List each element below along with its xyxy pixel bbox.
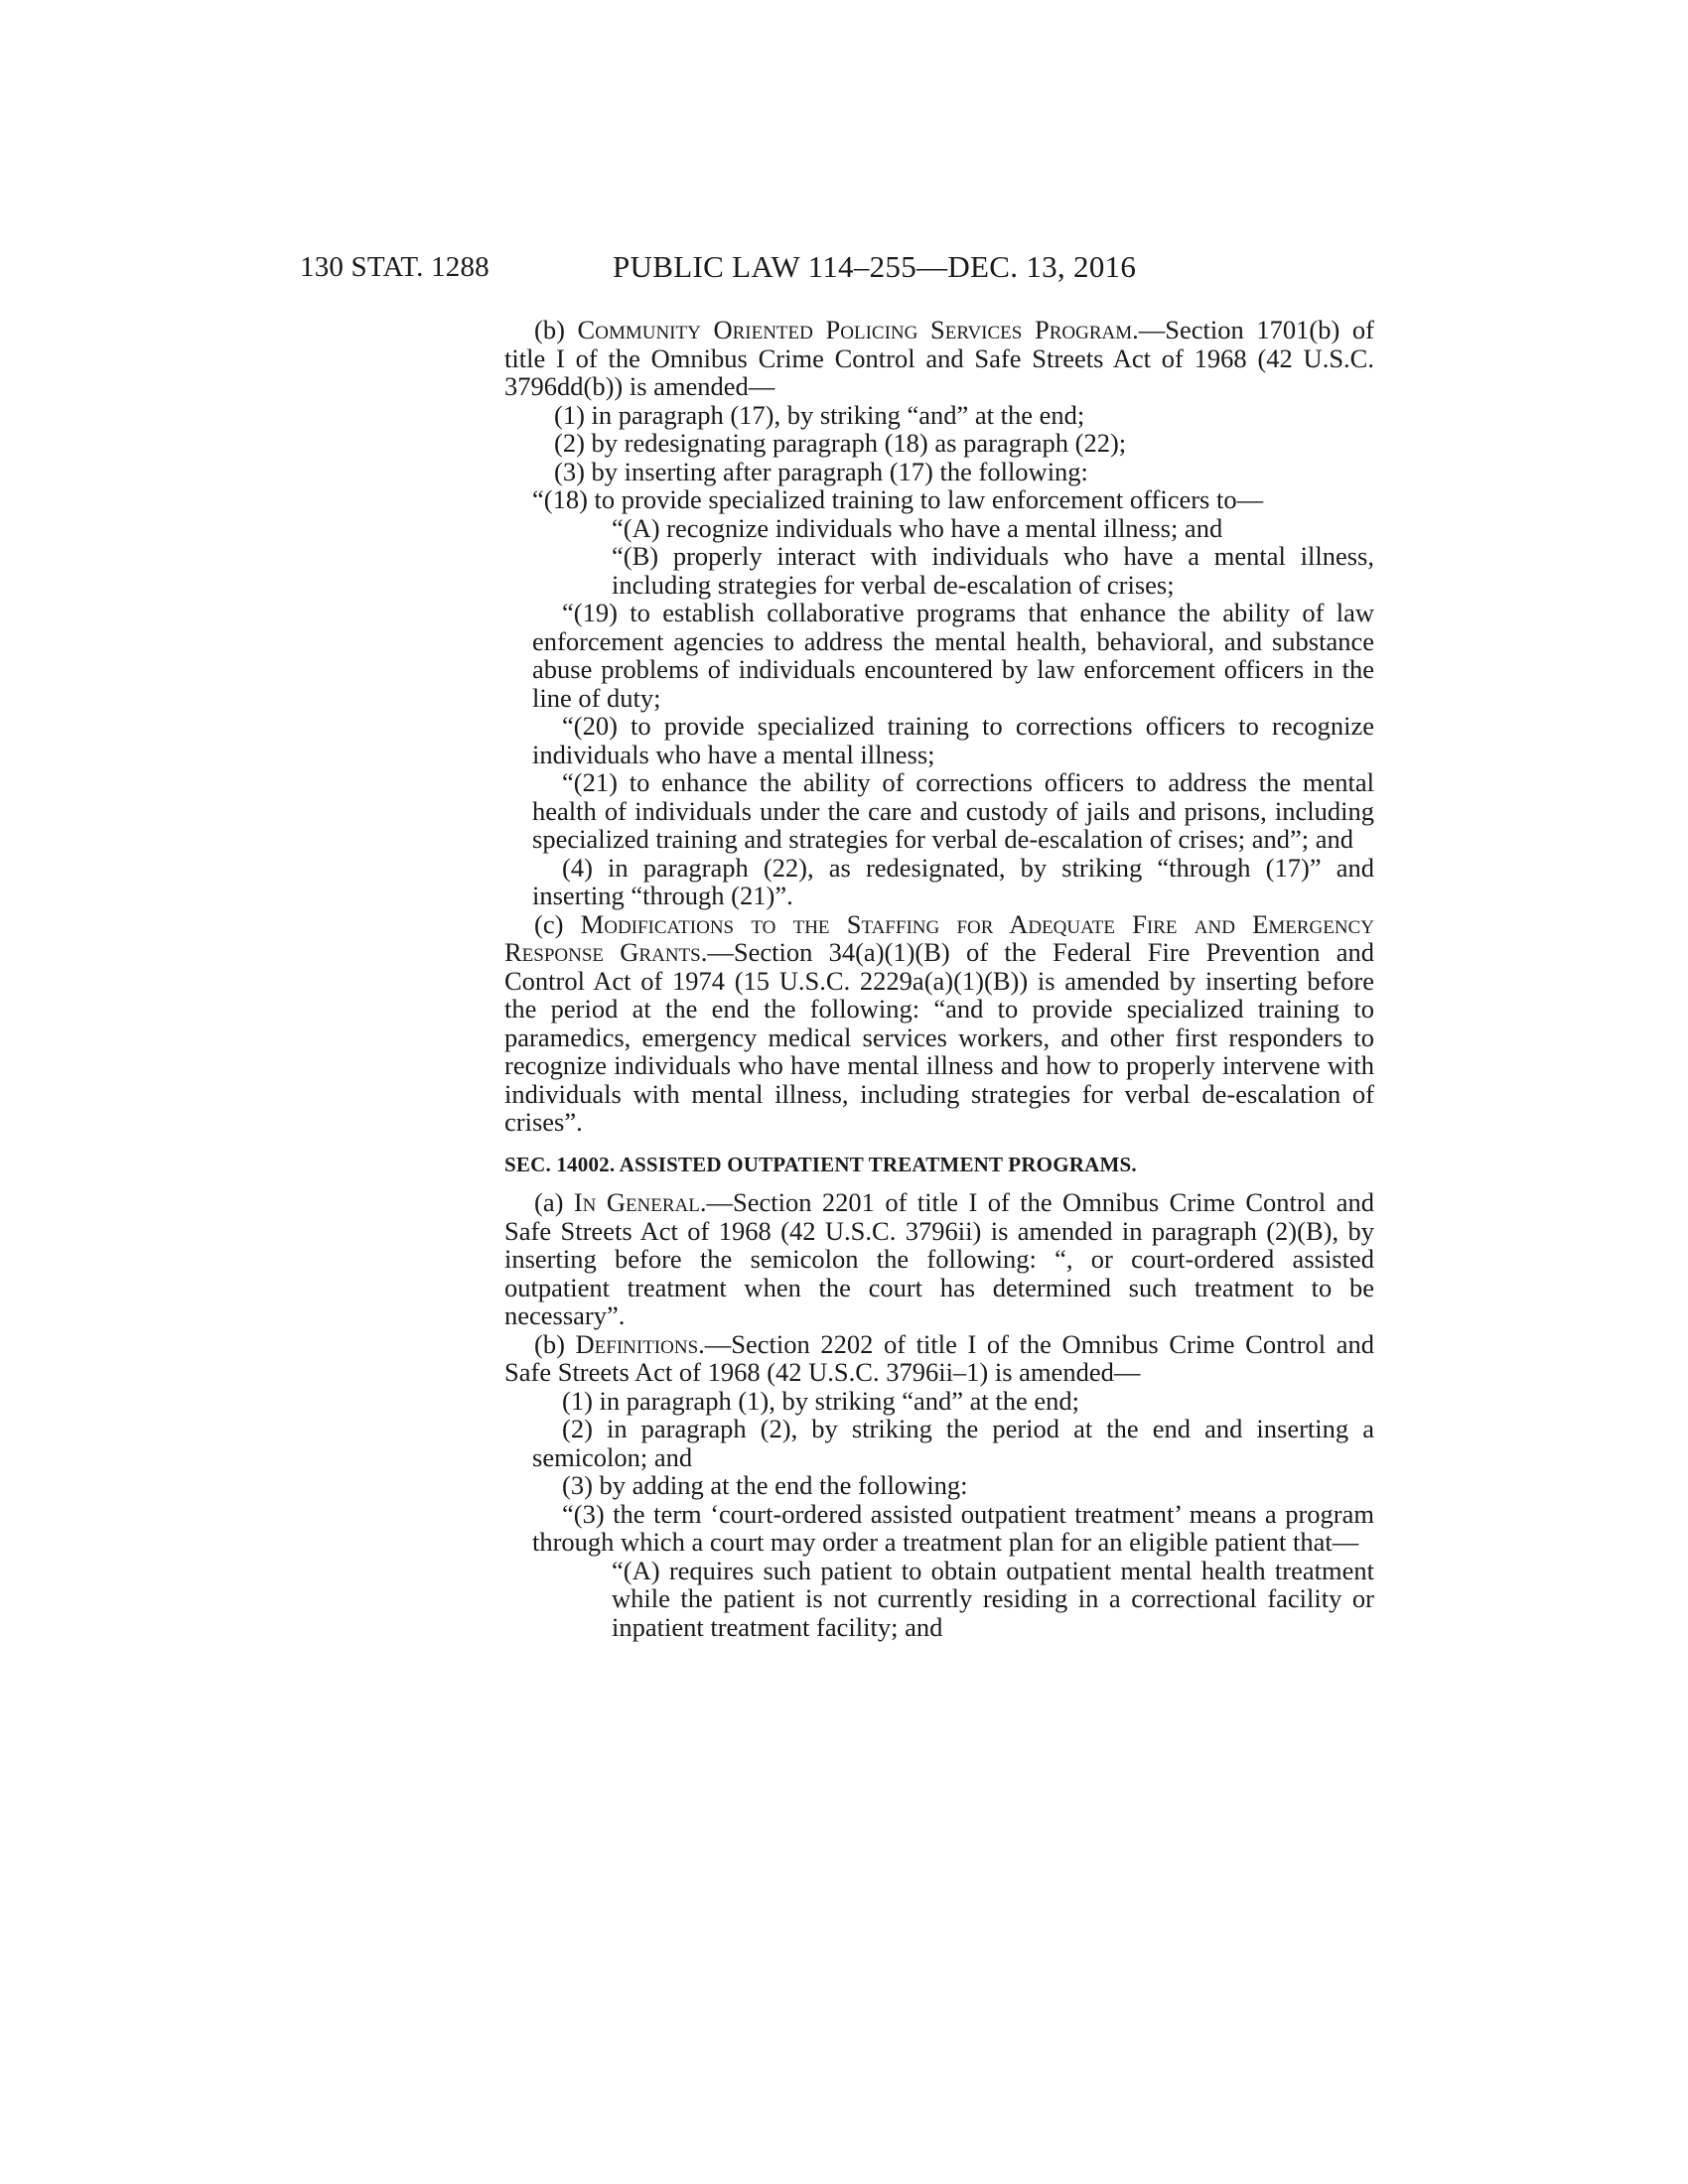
paragraph-item-3: (3) by inserting after paragraph (17) the following: (554, 456, 1088, 486)
subsection-c-text: —Section 34(a)(1)(B) of the Federal Fire Prevention and Control Act of 1974 (15 U.S.C. 2229a(a)(1)(B)) is amended by inserting before the period at the end the following: “and to provide specialized training to paramedics, emergency medical services workers, and other first responders to recognize individuals who have mental illness and how to properly intervene with individuals with mental illness, including strategies for verbal de-escalation of crises”. (504, 937, 1374, 1137)
quoted-definition-3: “(3) the term ‘court-ordered assisted outpatient treatment’ means a program through which a court may order a treatment plan for an eligible patient that— (532, 1498, 1374, 1557)
definitions-item-1: (1) in paragraph (1), by striking “and” at the end; (562, 1385, 1079, 1416)
section-subsection-b-text: —Section 2202 of title I of the Omnibus Crime Control and Safe Streets Act of 1968 (42 U.S.C. 3796ii–1) is amended— (504, 1328, 1375, 1387)
document-body (504, 316, 1374, 1641)
section-subsection-a: (a) In General.—Section 2201 of title I of the Omnibus Crime Control and Safe Streets Act of 1968 (42 U.S.C. 3796ii) is amended in paragraph (2)(B), by inserting before the semicolon the following: “, or court-ordered assisted outpatient treatment when the court has determined such treatment to be necessary”. (504, 1187, 1374, 1330)
definitions-item-2: (2) in paragraph (2), by striking the period at the end and inserting a semicolon; and (532, 1414, 1374, 1472)
section-heading: SEC. 14002. ASSISTED OUTPATIENT TREATMENT PROGRAMS. (504, 1152, 1137, 1176)
subsection-b-text: —Section 1701(b) of title I of the Omnibus Crime Control and Safe Streets Act of 1968 (42 U.S.C. 3796dd(b)) is amended— (504, 315, 1374, 401)
running-header-title: PUBLIC LAW 114–255—DEC. 13, 2016 (613, 249, 1137, 284)
quoted-paragraph-20: “(20) to provide specialized training to corrections officers to recognize individuals who have a mental illness; (532, 711, 1374, 769)
paragraph-item-2: (2) by redesignating paragraph (18) as paragraph (22); (554, 428, 1127, 458)
subsection-b-heading: Community Oriented Policing Services Program. (577, 315, 1139, 344)
quoted-subparagraph-18a (504, 514, 1374, 543)
paragraph-item-1: (1) in paragraph (17), by striking “and” at the end; (554, 399, 1085, 430)
section-subsection-b: (b) Definitions.—Section 2202 of title I of the Omnibus Crime Control and Safe Streets Act of 1968 (42 U.S.C. 3796ii–1) is amended— (504, 1328, 1375, 1387)
section-subsection-a-text: —Section 2201 of title I of the Omnibus Crime Control and Safe Streets Act of 1968 (42 U.S.C. 3796ii) is amended in paragraph (2)(B), by inserting before the semicolon the following: “, or court-ordered assisted outpatient treatment when the court has determined such treatment to be necessary”. (504, 1187, 1374, 1330)
subsection-b: (b) Community Oriented Policing Services Program.—Section 1701(b) of title I of the Omnibus Crime Control and Safe Streets Act of 1968 (42 U.S.C. 3796dd(b)) is amended— (504, 315, 1374, 401)
definitions-item-3: (3) by adding at the end the following: (562, 1470, 968, 1500)
quoted-paragraph-18: “(18) to provide specialized training to law enforcement officers to— (532, 484, 1264, 514)
quoted-subparagraph-18a-text: “(A) recognize individuals who have a mental illness; and (612, 512, 1223, 543)
quoted-paragraph-19: “(19) to establish collaborative programs that enhance the ability of law enforcement agencies to address the mental health, behavioral, and substance abuse problems of individuals encountered by law enforcement officers in the line of duty; (532, 598, 1374, 713)
section-subsection-a-heading: In General. (573, 1187, 707, 1217)
quoted-subparagraph-18b: “(B) properly interact with individuals who have a mental illness, including strategies for verbal de-escalation of crises; (612, 541, 1374, 600)
stat-reference: 130 STAT. 1288 (300, 251, 490, 283)
quoted-paragraph-21: “(21) to enhance the ability of corrections officers to address the mental health of individuals under the care and custody of jails and prisons, including specialized training and strategies for verbal de-escalation of crises; and”; and (532, 767, 1374, 854)
paragraph-item-4: (4) in paragraph (22), as redesignated, by striking “through (17)” and inserting “through (21)”. (532, 852, 1374, 910)
subsection-c-heading: Modifications to the Staffing for Adequate Fire and Emergency Response Grants. (504, 908, 1374, 967)
section-subsection-b-heading: Definitions. (575, 1328, 705, 1359)
subsection-c: (c) Modifications to the Staffing for Adequate Fire and Emergency Response Grants.—Section 34(a)(1)(B) of the Federal Fire Prevention and Control Act of 1974 (15 U.S.C. 2229a(a)(1)(B)) is amended by inserting before the period at the end the following: “and to provide specialized training to paramedics, emergency medical services workers, and other first responders to recognize individuals who have mental illness and how to properly intervene with individuals with mental illness, including strategies for verbal de-escalation of crises”. (504, 908, 1374, 1137)
quoted-definition-3a: “(A) requires such patient to obtain outpatient mental health treatment while the patient is not currently residing in a correctional facility or inpatient treatment facility; and (612, 1555, 1374, 1642)
